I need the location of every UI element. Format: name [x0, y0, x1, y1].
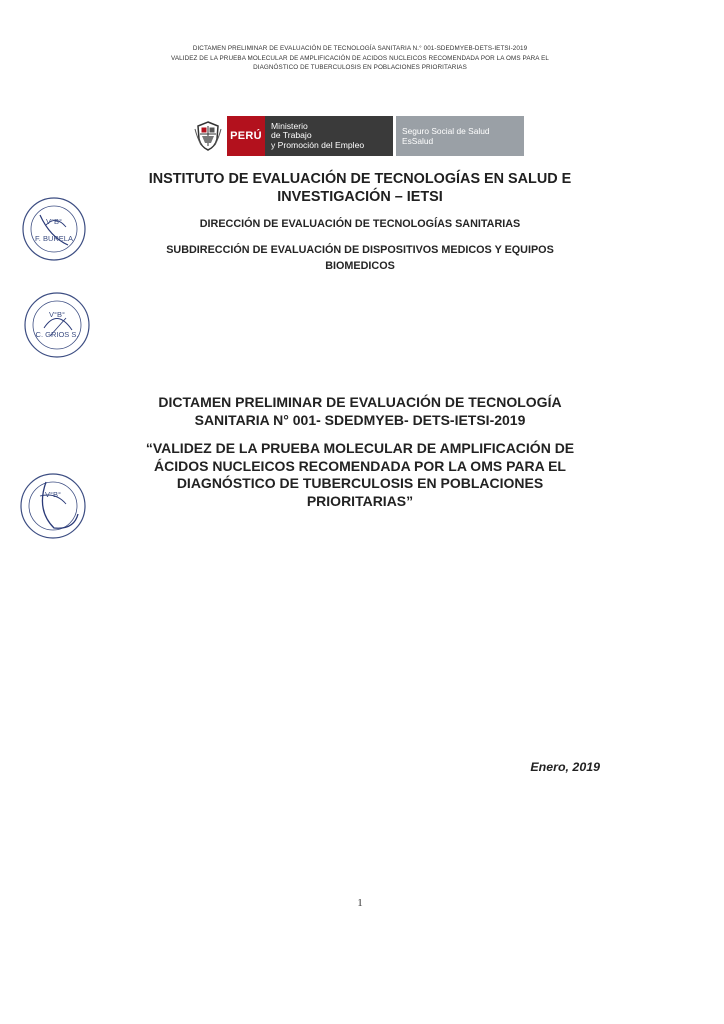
stamp-vb-label: V°B° [45, 217, 62, 226]
institute-heading-line: INVESTIGACIÓN – IETSI [277, 189, 443, 205]
stamp-seal-icon [22, 290, 92, 360]
document-title [120, 440, 600, 510]
stamp-vb-label: V°B° [44, 490, 61, 499]
essalud-label: Seguro Social de Salud [402, 126, 490, 136]
ministerio-label: de Trabajo [271, 130, 312, 141]
essalud-label: EsSalud [402, 136, 434, 146]
dictamen-heading-line: DICTAMEN PRELIMINAR DE EVALUACIÓN DE TECNOLOGÍA [158, 394, 562, 410]
running-header-line: DIAGNÓSTICO DE TUBERCULOSIS EN POBLACIONES PRIORITARIAS [253, 64, 467, 72]
peru-logo-box [227, 116, 265, 156]
subdirection-heading-line: BIOMEDICOS [325, 259, 395, 272]
ministerio-logo-box [265, 116, 393, 156]
document-title-line: “VALIDEZ DE LA PRUEBA MOLECULAR DE AMPLIFICACIÓN DE [145, 440, 575, 456]
peru-coat-of-arms-icon [189, 116, 227, 156]
stamp-vb-label: V°B° [48, 310, 65, 319]
institution-logo-bar [189, 116, 524, 156]
essalud-logo-box [396, 116, 524, 156]
page-number: 1 [357, 897, 363, 909]
running-header-line: DICTAMEN PRELIMINAR DE EVALUACIÓN DE TECNOLOGÍA SANITARIA N.° 001-SDEDMYEB-DETS-IETSI-2019 [192, 45, 528, 52]
document-title-line: ÁCIDOS NUCLEICOS RECOMENDADA POR LA OMS PARA EL [154, 457, 566, 474]
ministerio-label: y Promoción del Empleo [271, 139, 365, 150]
stamp-name-label: F. BURELA [35, 234, 73, 243]
dictamen-heading-line: SANITARIA N° 001- SDEDMYEB- DETS-IETSI-2019 [194, 411, 526, 428]
document-title-line: PRIORITARIAS” [306, 492, 414, 509]
ministerio-label: Ministerio [271, 120, 308, 131]
approval-stamp [16, 470, 90, 542]
stamp-seal-icon [16, 470, 90, 542]
approval-stamp [20, 195, 88, 263]
subdirection-heading [130, 243, 590, 274]
approval-stamp [22, 290, 92, 360]
document-title-line: DIAGNÓSTICO DE TUBERCULOSIS EN POBLACIONES [176, 475, 544, 492]
institute-heading-line: INSTITUTO DE EVALUACIÓN DE TECNOLOGÍAS EN SALUD E [148, 171, 572, 187]
peru-label: PERÚ [230, 130, 262, 142]
stamp-seal-icon [20, 195, 88, 263]
document-date: Enero, 2019 [530, 760, 600, 774]
stamp-name-label: C. GRIOS S. [35, 330, 79, 339]
running-header [120, 44, 600, 73]
subdirection-heading-line: SUBDIRECCIÓN DE EVALUACIÓN DE DISPOSITIVOS MEDICOS Y EQUIPOS [166, 244, 554, 256]
dictamen-heading [110, 394, 610, 429]
direction-heading: DIRECCIÓN DE EVALUACIÓN DE TECNOLOGÍAS SANITARIAS [199, 218, 521, 230]
institute-heading [110, 170, 610, 206]
running-header-line: VALIDEZ DE LA PRUEBA MOLECULAR DE AMPLIFICACIÓN DE ACIDOS NUCLEICOS RECOMENDADA POR LA OMS PARA EL [170, 54, 550, 62]
